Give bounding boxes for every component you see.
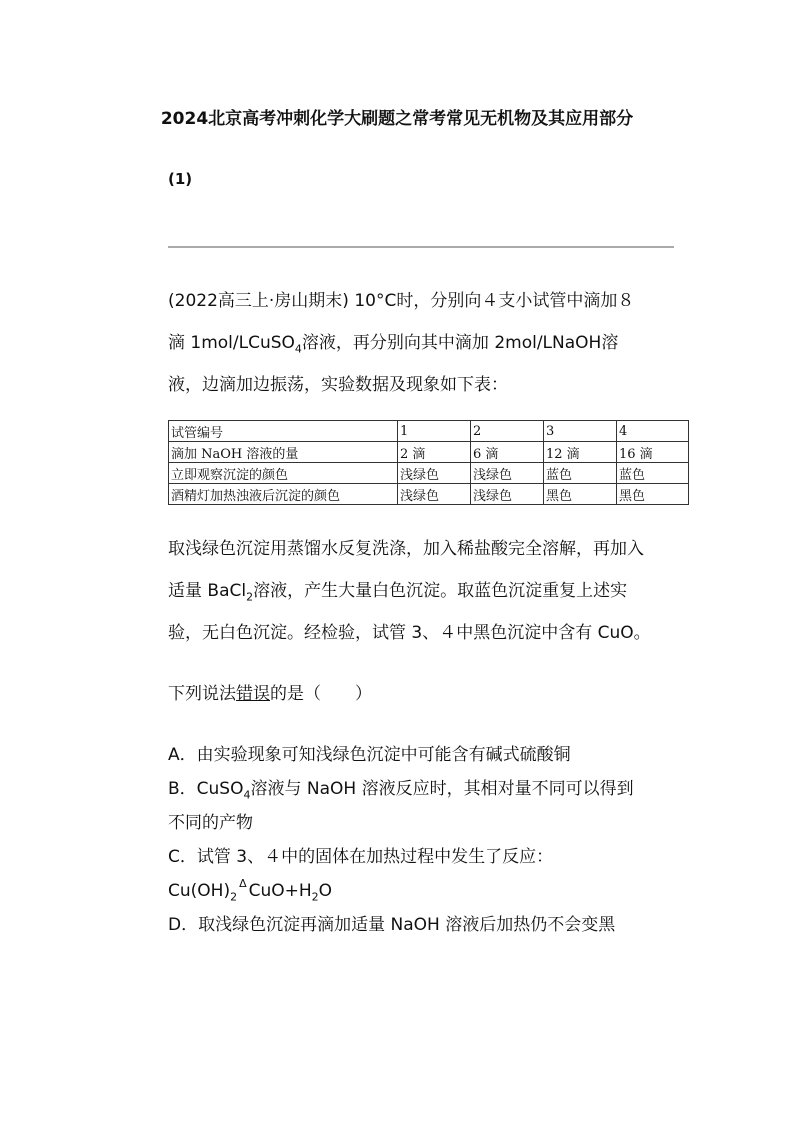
- question-number: (1): [168, 170, 193, 188]
- eq-reactant: Cu(OH): [168, 881, 231, 901]
- table-cell: 浅绿色: [471, 463, 544, 484]
- option-c[interactable]: C．试管 3、４中的固体在加热过程中发生了反应：: [168, 847, 554, 867]
- table-cell: 2 滴: [398, 442, 471, 463]
- eq-product: CuO+H: [248, 881, 312, 901]
- experiment-table: [168, 420, 689, 505]
- options-list: [168, 738, 688, 942]
- page-title: 2024北京高考冲刺化学大刷题之常考常见无机物及其应用部分: [160, 109, 634, 129]
- table-row: [169, 442, 689, 463]
- observation-line-2: [168, 570, 688, 612]
- option-c-equation: [168, 874, 688, 908]
- observation-line-3: 验，无白色沉淀。经检验，试管 3、４中黑色沉淀中含有 CuO。: [168, 623, 651, 643]
- option-b-sub: 4: [243, 788, 251, 802]
- observation-line-2-a: 适量 BaCl: [168, 581, 247, 601]
- option-b-a: B．CuSO: [168, 779, 244, 799]
- table-cell: 6 滴: [471, 442, 544, 463]
- eq-product-end: O: [318, 881, 333, 901]
- divider: [168, 246, 674, 248]
- option-d[interactable]: D．取浅绿色沉淀再滴加适量 NaOH 溶液后加热仍不会变黑: [168, 915, 616, 935]
- stem-line-3: 液，边滴加边振荡，实验数据及现象如下表：: [168, 375, 508, 395]
- option-b-b: 溶液与 NaOH 溶液反应时，其相对量不同可以得到: [250, 779, 634, 799]
- table-row: [169, 484, 689, 505]
- table-cell: 蓝色: [544, 463, 617, 484]
- stem-line-2-a: 滴 1mol/LCuSO: [168, 333, 295, 353]
- table-cell: 16 滴: [617, 442, 689, 463]
- stem-line-2-b: 溶液，再分别向其中滴加 2mol/LNaOH溶: [301, 333, 619, 353]
- heat-condition-icon: Δ: [239, 877, 247, 890]
- table-cell: 2: [471, 421, 544, 442]
- observation-line-1: 取浅绿色沉淀用蒸馏水反复洗涤，加入稀盐酸完全溶解，再加入: [168, 539, 644, 559]
- table-row: [169, 463, 689, 484]
- option-b-continued: 不同的产物: [168, 813, 253, 833]
- table-row: [169, 421, 689, 442]
- table-cell: 浅绿色: [398, 484, 471, 505]
- table-cell: 浅绿色: [398, 463, 471, 484]
- table-cell: 试管编号: [169, 421, 398, 442]
- observation-line-2-b: 溶液，产生大量白色沉淀。取蓝色沉淀重复上述实: [253, 581, 628, 601]
- table-cell: 12 滴: [544, 442, 617, 463]
- table-cell: 黑色: [544, 484, 617, 505]
- table-cell: 1: [398, 421, 471, 442]
- table-cell: 3: [544, 421, 617, 442]
- prompt-underlined: 错误: [236, 684, 270, 704]
- prompt-before: 下列说法: [168, 684, 236, 704]
- table-cell: 酒精灯加热浊液后沉淀的颜色: [169, 484, 398, 505]
- stem-line-2: [168, 322, 688, 364]
- eq-sub-1: 2: [230, 890, 238, 904]
- table-cell: 立即观察沉淀的颜色: [169, 463, 398, 484]
- observation-paragraph: [168, 528, 688, 654]
- table-cell: 黑色: [617, 484, 689, 505]
- option-b[interactable]: [168, 772, 688, 806]
- stem-line-2-sub: 4: [294, 342, 302, 356]
- eq-sub-2: 2: [311, 890, 319, 904]
- stem-line-1: (2022高三上·房山期末) 10°C时，分别向４支小试管中滴加８: [168, 291, 635, 311]
- table-cell: 浅绿色: [471, 484, 544, 505]
- option-a[interactable]: A．由实验现象可知浅绿色沉淀中可能含有碱式硫酸铜: [168, 745, 571, 765]
- table-cell: 蓝色: [617, 463, 689, 484]
- table-cell: 滴加 NaOH 溶液的量: [169, 442, 398, 463]
- question-prompt: [168, 680, 372, 708]
- prompt-after: 的是（ ）: [270, 684, 372, 704]
- table-cell: 4: [617, 421, 689, 442]
- question-stem: [168, 280, 688, 406]
- observation-line-2-sub: 2: [246, 590, 254, 604]
